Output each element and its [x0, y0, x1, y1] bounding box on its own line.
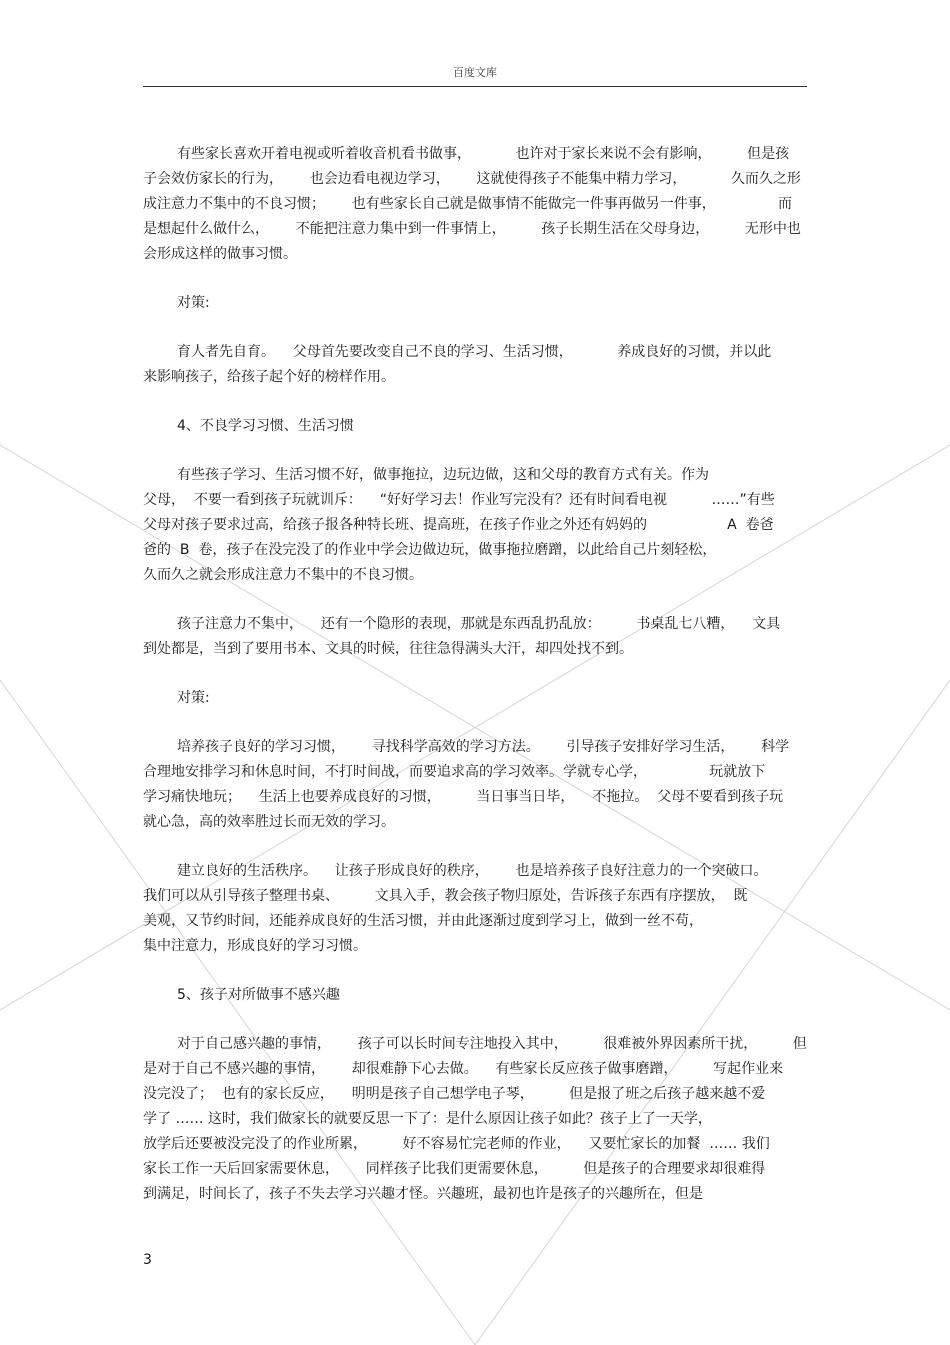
- paragraph-countermeasure-label: [143, 291, 807, 316]
- text-line: 是对于自己不感兴趣的事情， 却很难静下心去做。 有些家长反应孩子做事磨蹭， 写起作业来: [143, 1061, 784, 1077]
- text-line: 建立良好的生活秩序。 让孩子形成良好的秩序， 也是培养孩子良好注意力的一个突破口。: [177, 863, 768, 879]
- text-line: 4、不良学习习惯、生活习惯: [177, 418, 354, 434]
- text-line: 对策:: [177, 295, 210, 311]
- text-line: 父母对孩子要求过高，给孩子报各种特长班、提高班，在孩子作业之外还有妈妈的 A 卷爸: [143, 517, 774, 533]
- page-header: [143, 66, 807, 87]
- section-heading-4: [143, 414, 807, 439]
- paragraph-5: [143, 463, 807, 588]
- text-line: 家长工作一天后回家需要休息， 同样孩子比我们更需要休息， 但是孩子的合理要求却很难得: [143, 1161, 766, 1177]
- text-line: 孩子注意力不集中， 还有一个隐形的表现，那就是东西乱扔乱放： 书桌乱七八糟， 文具: [177, 616, 781, 632]
- text-line: 美观，又节约时间，还能养成良好的生活习惯，并由此逐渐过度到学习上，做到一丝不苟，: [143, 913, 703, 929]
- paragraph-9: [143, 859, 807, 959]
- paragraph-11: [143, 1032, 807, 1207]
- text-line: 是想起什么做什么， 不能把注意力集中到一件事情上， 孩子长期生活在父母身边， 无形中也: [143, 221, 801, 237]
- paragraph-6: [143, 612, 807, 662]
- page-number: 3: [143, 1252, 152, 1268]
- paragraph-1: [143, 142, 807, 267]
- text-line: 学了 …… 这时，我们做家长的就要反思一下了：是什么原因让孩子如此？孩子上了一天学，: [143, 1111, 712, 1127]
- text-line: 合理地安排学习和休息时间，不打时间战，而要追求高的学习效率。学就专心学， 玩就放下: [143, 764, 766, 780]
- text-line: 来影响孩子，给孩子起个好的榜样作用。: [143, 369, 395, 385]
- text-line: 父母， 不要一看到孩子玩就训斥： “好好学习去！作业写完没有？还有时间看电视 ……”有些: [143, 492, 775, 508]
- text-line: 5、孩子对所做事不感兴趣: [177, 987, 340, 1003]
- document-body: [143, 142, 807, 1207]
- paragraph-8: [143, 735, 807, 835]
- text-line: 育人者先自育。 父母首先要改变自己不良的学习、生活习惯， 养成良好的习惯，并以此: [177, 344, 772, 360]
- text-line: 久而久之就会形成注意力不集中的不良习惯。: [143, 567, 423, 583]
- text-line: 培养孩子良好的学习习惯， 寻找科学高效的学习方法。 引导孩子安排好学习生活， 科学: [177, 739, 790, 755]
- text-line: 学习痛快地玩； 生活上也要养成良好的习惯， 当日事当日毕， 不拖拉。 父母不要看到孩子玩: [143, 789, 784, 805]
- text-line: 就心急，高的效率胜过长而无效的学习。: [143, 814, 395, 830]
- text-line: 子会效仿家长的行为， 也会边看电视边学习， 这就使得孩子不能集中精力学习， 久而久之形: [143, 171, 801, 187]
- text-line: 到处都是，当到了要用书本、文具的时候，往往急得满头大汗，却四处找不到。: [143, 641, 633, 657]
- text-line: 对策:: [177, 690, 210, 706]
- text-line: 我们可以从引导孩子整理书桌、 文具入手，教会孩子物归原处，告诉孩子东西有序摆放， 既: [143, 888, 748, 904]
- text-line: 集中注意力，形成良好的学习习惯。: [143, 938, 367, 954]
- text-line: 对于自己感兴趣的事情， 孩子可以长时间专注地投入其中， 很难被外界因素所干扰， 但: [177, 1036, 807, 1052]
- text-line: 有些家长喜欢开着电视或听着收音机看书做事， 也许对于家长来说不会有影响， 但是孩: [177, 146, 790, 162]
- header-title: 百度文库: [453, 66, 497, 79]
- text-line: 到满足，时间长了，孩子不失去学习兴趣才怪。兴趣班，最初也许是孩子的兴趣所在，但是: [143, 1186, 703, 1202]
- text-line: 成注意力不集中的不良习惯； 也有些家长自己就是做事情不能做完一件事再做另一件事， 而: [143, 196, 793, 212]
- text-line: 会形成这样的做事习惯。: [143, 246, 297, 262]
- paragraph-3: [143, 340, 807, 390]
- paragraph-countermeasure-label: [143, 686, 807, 711]
- section-heading-5: [143, 983, 807, 1008]
- text-line: 放学后还要被没完没了的作业所累， 好不容易忙完老师的作业， 又要忙家长的加餐 …… 我们: [143, 1136, 770, 1152]
- text-line: 没完没了； 也有的家长反应， 明明是孩子自己想学电子琴， 但是报了班之后孩子越来越不爱: [143, 1086, 766, 1102]
- text-line: 爸的 B 卷，孩子在没完没了的作业中学会边做边玩，做事拖拉磨蹭，以此给自己片刻轻松，: [143, 542, 717, 558]
- text-line: 有些孩子学习、生活习惯不好，做事拖拉，边玩边做，这和父母的教育方式有关。作为: [177, 467, 709, 483]
